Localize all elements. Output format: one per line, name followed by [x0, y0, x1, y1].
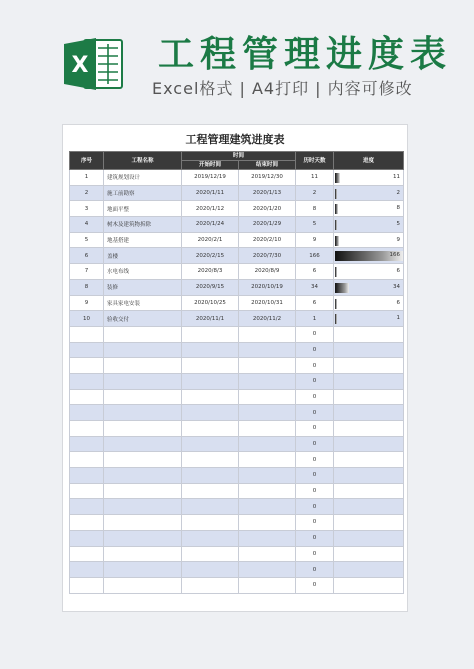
- cell-days: 166: [296, 248, 334, 264]
- col-header-index: 序号: [70, 152, 104, 170]
- progress-bar: [335, 189, 337, 199]
- progress-value: 6: [396, 268, 401, 275]
- cell-index: [70, 326, 104, 342]
- cell-name: 地面平整: [104, 201, 182, 217]
- cell-index: [70, 499, 104, 515]
- progress-bar: [335, 314, 337, 324]
- progress-bar: [335, 173, 340, 183]
- cell-days: 0: [296, 452, 334, 468]
- cell-days: 5: [296, 217, 334, 233]
- cell-index: [70, 483, 104, 499]
- progress-value: 1: [396, 315, 401, 322]
- progress-bar: [335, 283, 349, 293]
- cell-end-date: 2020/7/30: [239, 248, 296, 264]
- cell-end-date: 2019/12/30: [239, 170, 296, 186]
- cell-days: 0: [296, 436, 334, 452]
- cell-name: 建筑规划设计: [104, 170, 182, 186]
- cell-index: [70, 373, 104, 389]
- table-row: [70, 546, 404, 562]
- cell-index: 5: [70, 232, 104, 248]
- table-row: [70, 248, 404, 264]
- cell-days: 0: [296, 342, 334, 358]
- table-row: [70, 562, 404, 578]
- cell-start-date: [182, 562, 239, 578]
- cell-name: 水电布线: [104, 264, 182, 280]
- cell-days: 11: [296, 170, 334, 186]
- cell-name: 装修: [104, 279, 182, 295]
- cell-index: 6: [70, 248, 104, 264]
- cell-name: [104, 358, 182, 374]
- progress-value: 11: [393, 174, 401, 180]
- cell-start-date: [182, 515, 239, 531]
- table-row: [70, 452, 404, 468]
- progress-bar: [335, 204, 338, 214]
- cell-name: [104, 499, 182, 515]
- table-row: [70, 421, 404, 437]
- cell-end-date: [239, 546, 296, 562]
- cell-index: 3: [70, 201, 104, 217]
- cell-days: 0: [296, 562, 334, 578]
- progress-value: 6: [396, 299, 401, 306]
- table-row: [70, 373, 404, 389]
- cell-start-date: 2020/2/1: [182, 232, 239, 248]
- cell-end-date: 2020/1/13: [239, 185, 296, 201]
- cell-progress: [334, 170, 404, 186]
- cell-days: 0: [296, 546, 334, 562]
- cell-progress: [334, 201, 404, 217]
- cell-start-date: 2020/9/15: [182, 279, 239, 295]
- cell-index: [70, 546, 104, 562]
- table-row: [70, 436, 404, 452]
- cell-end-date: [239, 483, 296, 499]
- progress-bar: [335, 299, 337, 309]
- sheet-title: 工程管理建筑进度表: [185, 133, 285, 146]
- cell-progress: [334, 326, 404, 342]
- table-row: [70, 326, 404, 342]
- cell-start-date: [182, 405, 239, 421]
- cell-index: 9: [70, 295, 104, 311]
- cell-name: 家具家电安装: [104, 295, 182, 311]
- table-row: [70, 389, 404, 405]
- cell-progress: [334, 248, 404, 264]
- cell-progress: [334, 562, 404, 578]
- cell-days: 0: [296, 326, 334, 342]
- cell-progress: [334, 264, 404, 280]
- cell-name: 地基搭建: [104, 232, 182, 248]
- progress-bar: [335, 236, 339, 246]
- cell-days: 0: [296, 515, 334, 531]
- cell-end-date: [239, 562, 296, 578]
- cell-end-date: [239, 405, 296, 421]
- cell-progress: [334, 373, 404, 389]
- cell-progress: [334, 389, 404, 405]
- cell-progress: [334, 577, 404, 593]
- col-header-progress: 进度: [334, 152, 404, 170]
- cell-start-date: 2020/2/15: [182, 248, 239, 264]
- cell-days: 0: [296, 373, 334, 389]
- table-body: [70, 170, 404, 594]
- cell-index: 1: [70, 170, 104, 186]
- table-row: [70, 358, 404, 374]
- cell-name: [104, 326, 182, 342]
- cell-progress: [334, 483, 404, 499]
- cell-index: [70, 421, 104, 437]
- cell-progress: [334, 311, 404, 327]
- col-header-start: 开始时间: [182, 161, 239, 170]
- cell-index: [70, 577, 104, 593]
- progress-value: 8: [396, 205, 401, 212]
- cell-index: [70, 342, 104, 358]
- progress-bar: [335, 267, 337, 277]
- cell-start-date: 2020/8/3: [182, 264, 239, 280]
- cell-days: 0: [296, 405, 334, 421]
- cell-end-date: 2020/2/10: [239, 232, 296, 248]
- table-row: [70, 295, 404, 311]
- svg-text:X: X: [71, 53, 89, 78]
- cell-progress: [334, 279, 404, 295]
- cell-start-date: [182, 546, 239, 562]
- cell-progress: [334, 405, 404, 421]
- cell-end-date: [239, 373, 296, 389]
- progress-value: 2: [396, 189, 401, 196]
- cell-name: [104, 468, 182, 484]
- cell-days: 6: [296, 295, 334, 311]
- cell-end-date: 2020/1/29: [239, 217, 296, 233]
- cell-days: 0: [296, 468, 334, 484]
- cell-name: [104, 436, 182, 452]
- cell-index: [70, 436, 104, 452]
- cell-start-date: [182, 577, 239, 593]
- table-row: [70, 499, 404, 515]
- cell-start-date: [182, 389, 239, 405]
- col-header-name: 工程名称: [104, 152, 182, 170]
- cell-progress: [334, 436, 404, 452]
- cell-days: 0: [296, 483, 334, 499]
- table-row: [70, 185, 404, 201]
- cell-name: [104, 515, 182, 531]
- cell-progress: [334, 452, 404, 468]
- cell-end-date: [239, 436, 296, 452]
- cell-end-date: [239, 389, 296, 405]
- cell-end-date: 2020/1/20: [239, 201, 296, 217]
- page-title: 工程管理进度表: [158, 34, 453, 75]
- cell-days: 0: [296, 358, 334, 374]
- table-row: [70, 483, 404, 499]
- cell-progress: [334, 232, 404, 248]
- cell-end-date: [239, 342, 296, 358]
- cell-days: 34: [296, 279, 334, 295]
- progress-bar: [335, 220, 337, 230]
- cell-name: [104, 546, 182, 562]
- table-row: [70, 577, 404, 593]
- cell-index: 2: [70, 185, 104, 201]
- cell-end-date: 2020/10/31: [239, 295, 296, 311]
- cell-name: [104, 389, 182, 405]
- cell-end-date: [239, 468, 296, 484]
- cell-end-date: [239, 421, 296, 437]
- table-row: [70, 170, 404, 186]
- col-header-end: 结束时间: [239, 161, 296, 170]
- cell-name: [104, 342, 182, 358]
- table-row: [70, 468, 404, 484]
- cell-start-date: 2020/1/12: [182, 201, 239, 217]
- page-subtitle: Excel格式 | A4打印 | 内容可修改: [152, 79, 413, 98]
- cell-end-date: [239, 358, 296, 374]
- cell-end-date: 2020/10/19: [239, 279, 296, 295]
- cell-start-date: [182, 468, 239, 484]
- cell-progress: [334, 499, 404, 515]
- cell-index: [70, 515, 104, 531]
- cell-start-date: 2020/10/25: [182, 295, 239, 311]
- cell-days: 2: [296, 185, 334, 201]
- progress-value: 9: [396, 236, 401, 243]
- cell-name: [104, 577, 182, 593]
- col-header-time: 时间: [182, 152, 296, 161]
- cell-days: 0: [296, 421, 334, 437]
- cell-name: [104, 562, 182, 578]
- cell-start-date: [182, 421, 239, 437]
- cell-start-date: 2020/1/24: [182, 217, 239, 233]
- cell-start-date: [182, 326, 239, 342]
- cell-end-date: 2020/8/9: [239, 264, 296, 280]
- cell-start-date: [182, 342, 239, 358]
- cell-days: 1: [296, 311, 334, 327]
- table-row: [70, 232, 404, 248]
- cell-name: [104, 421, 182, 437]
- cell-days: 0: [296, 499, 334, 515]
- cell-index: [70, 530, 104, 546]
- progress-table: [69, 151, 404, 594]
- cell-start-date: 2020/1/11: [182, 185, 239, 201]
- progress-value: 166: [389, 252, 401, 259]
- cell-index: [70, 358, 104, 374]
- cell-start-date: [182, 373, 239, 389]
- cell-days: 0: [296, 389, 334, 405]
- table-row: [70, 342, 404, 358]
- table-row: [70, 530, 404, 546]
- cell-days: 6: [296, 264, 334, 280]
- cell-name: 验收交付: [104, 311, 182, 327]
- cell-end-date: [239, 530, 296, 546]
- cell-progress: [334, 546, 404, 562]
- cell-progress: [334, 342, 404, 358]
- cell-start-date: [182, 358, 239, 374]
- cell-index: 8: [70, 279, 104, 295]
- cell-end-date: [239, 515, 296, 531]
- spreadsheet-preview: [62, 124, 408, 612]
- excel-logo-icon: [62, 36, 124, 92]
- table-row: [70, 217, 404, 233]
- cell-name: [104, 530, 182, 546]
- table-row: [70, 515, 404, 531]
- cell-progress: [334, 468, 404, 484]
- cell-index: [70, 452, 104, 468]
- cell-progress: [334, 515, 404, 531]
- cell-start-date: [182, 483, 239, 499]
- cell-start-date: [182, 436, 239, 452]
- cell-progress: [334, 217, 404, 233]
- cell-name: 施工前勘察: [104, 185, 182, 201]
- cell-index: [70, 389, 104, 405]
- cell-days: 0: [296, 530, 334, 546]
- cell-index: 10: [70, 311, 104, 327]
- cell-name: 盖楼: [104, 248, 182, 264]
- table-row: [70, 279, 404, 295]
- cell-index: [70, 468, 104, 484]
- cell-index: [70, 562, 104, 578]
- cell-start-date: [182, 530, 239, 546]
- cell-progress: [334, 530, 404, 546]
- cell-name: [104, 452, 182, 468]
- cell-progress: [334, 421, 404, 437]
- cell-start-date: 2019/12/19: [182, 170, 239, 186]
- cell-name: [104, 483, 182, 499]
- cell-progress: [334, 295, 404, 311]
- table-row: [70, 264, 404, 280]
- cell-index: 7: [70, 264, 104, 280]
- cell-start-date: [182, 452, 239, 468]
- progress-value: 34: [393, 283, 401, 290]
- cell-days: 8: [296, 201, 334, 217]
- cell-start-date: 2020/11/1: [182, 311, 239, 327]
- cell-name: 树木及建筑物拆除: [104, 217, 182, 233]
- cell-end-date: [239, 452, 296, 468]
- cell-end-date: [239, 499, 296, 515]
- table-row: [70, 201, 404, 217]
- cell-progress: [334, 185, 404, 201]
- cell-name: [104, 405, 182, 421]
- cell-end-date: [239, 326, 296, 342]
- table-row: [70, 311, 404, 327]
- cell-progress: [334, 358, 404, 374]
- cell-start-date: [182, 499, 239, 515]
- cell-end-date: 2020/11/2: [239, 311, 296, 327]
- cell-index: [70, 405, 104, 421]
- header: [0, 0, 474, 110]
- col-header-days: 历时天数: [296, 152, 334, 170]
- cell-days: 0: [296, 577, 334, 593]
- table-row: [70, 405, 404, 421]
- cell-end-date: [239, 577, 296, 593]
- progress-value: 5: [396, 221, 401, 228]
- cell-days: 9: [296, 232, 334, 248]
- cell-index: 4: [70, 217, 104, 233]
- cell-name: [104, 373, 182, 389]
